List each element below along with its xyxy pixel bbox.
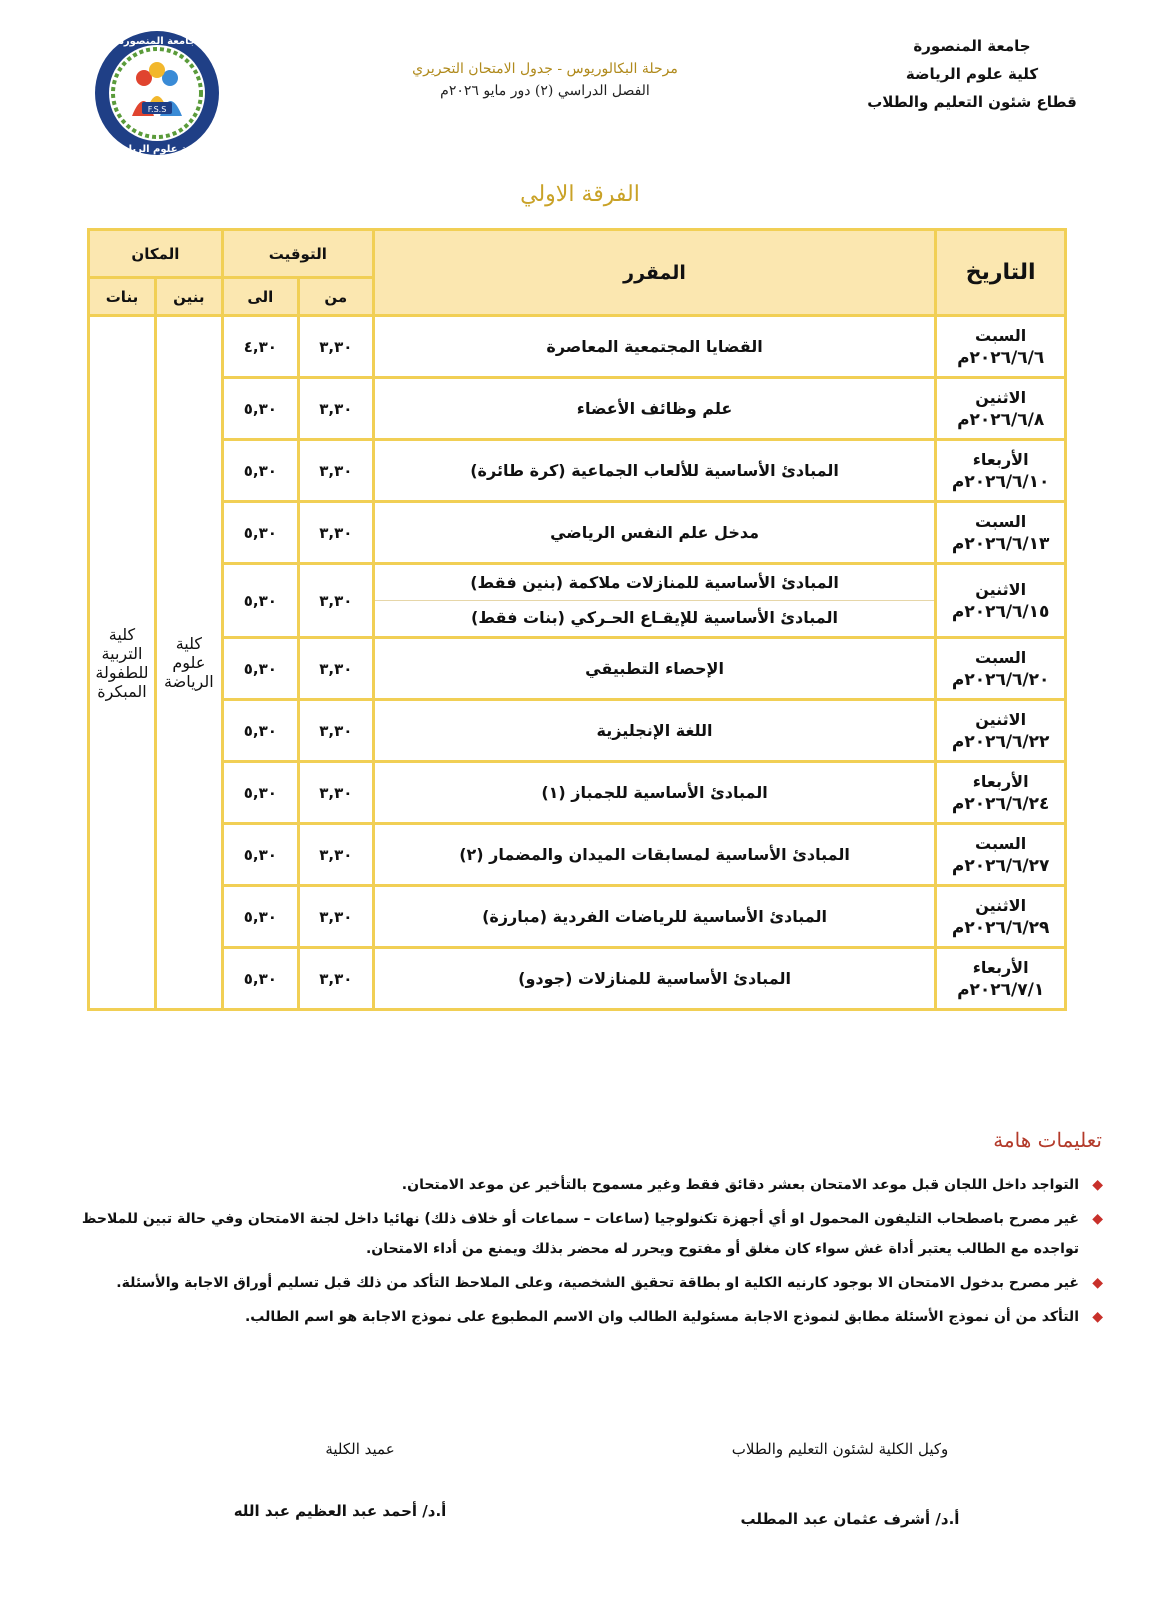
header-boys: بنين	[155, 278, 222, 316]
instruction-text: التواجد داخل اللجان قبل موعد الامتحان بعشر دقائق فقط وغير مسموح بالتأخير عن موعد الامتحان.	[401, 1177, 1079, 1193]
instruction-item	[52, 1204, 1107, 1264]
exam-schedule-table	[87, 228, 1067, 1011]
row-date: ٢٠٢٦/٦/٢٤م	[951, 793, 1050, 814]
dean-title: عميد الكلية	[325, 1440, 395, 1458]
row-time-from: ٣,٣٠	[298, 824, 373, 886]
header-exam-info	[390, 58, 700, 102]
row-date-cell	[936, 440, 1066, 502]
row-time-from: ٣,٣٠	[298, 700, 373, 762]
table-row	[89, 378, 1066, 440]
row-date-cell	[936, 886, 1066, 948]
row-course-cell	[373, 886, 935, 948]
table-row	[89, 886, 1066, 948]
year-title: الفرقة الاولي	[520, 182, 640, 207]
instruction-item	[52, 1170, 1107, 1200]
header-place: المكان	[89, 230, 223, 278]
svg-text:جامعة المنصورة: جامعة المنصورة	[117, 36, 197, 47]
header-girls: بنات	[89, 278, 156, 316]
row-time-to: ٥,٣٠	[222, 638, 298, 700]
dean-name: أ.د/ أحمد عبد العظيم عبد الله	[233, 1502, 447, 1520]
row-day: الاثنين	[975, 579, 1027, 599]
row-day: الأربعاء	[972, 449, 1029, 469]
row-day: الأربعاء	[972, 771, 1029, 791]
diamond-bullet-icon: ◆	[1092, 1309, 1103, 1325]
place-boys: كلية علوم الرياضة	[164, 634, 214, 691]
course-name: القضايا المجتمعية المعاصرة	[546, 336, 763, 356]
row-time-from: ٣,٣٠	[298, 502, 373, 564]
row-date: ٢٠٢٦/٦/١٠م	[951, 471, 1050, 492]
row-date: ٢٠٢٦/٦/١٥م	[951, 601, 1050, 622]
instructions-list	[52, 1170, 1107, 1336]
row-time-from: ٣,٣٠	[298, 440, 373, 502]
course-name: المبادئ الأساسية للمنازلات (جودو)	[518, 968, 791, 988]
row-day: الاثنين	[975, 709, 1027, 729]
row-time-to: ٥,٣٠	[222, 762, 298, 824]
course-name: المبادئ الأساسية للجمباز (١)	[541, 782, 768, 802]
logo-emblem-icon	[92, 28, 222, 158]
row-date-cell	[936, 502, 1066, 564]
table-row	[89, 700, 1066, 762]
row-day: السبت	[975, 647, 1027, 667]
course-name: المبادئ الأساسية للإيقـاع الحـركي (بنات فقط)	[375, 600, 934, 635]
row-day: السبت	[975, 325, 1027, 345]
row-date: ٢٠٢٦/٦/٦م	[957, 347, 1045, 368]
row-course-cell	[373, 638, 935, 700]
svg-text:F.S.S: F.S.S	[147, 105, 167, 114]
header-institution	[822, 32, 1122, 116]
row-time-to: ٥,٣٠	[222, 886, 298, 948]
row-time-to: ٥,٣٠	[222, 378, 298, 440]
row-course-cell	[373, 824, 935, 886]
faculty-logo	[92, 28, 222, 158]
row-time-to: ٥,٣٠	[222, 502, 298, 564]
row-date: ٢٠٢٦/٦/٢٠م	[951, 669, 1050, 690]
row-course-cell	[373, 948, 935, 1010]
row-time-from: ٣,٣٠	[298, 378, 373, 440]
course-name: علم وظائف الأعضاء	[576, 398, 733, 418]
row-date: ٢٠٢٦/٦/٢٧م	[951, 855, 1050, 876]
instruction-text: غير مصرح باصطحاب التليفون المحمول او أي أجهزة تكنولوجيا (ساعات – سماعات أو خلاف ذلك) نهائيا داخل لجنة الامتحان وفي حالة تبين للملاحظ تواجده مع الطالب يعتبر أداة غش سواء كان مغلق أو مفتوح ويحرر له محضر بذلك ويمنع من أداء الامتحان.	[81, 1211, 1079, 1257]
header-to: الى	[222, 278, 298, 316]
row-date: ٢٠٢٦/٦/٢٢م	[951, 731, 1050, 752]
place-boys-cell	[155, 316, 222, 1010]
row-time-from: ٣,٣٠	[298, 886, 373, 948]
course-name: المبادئ الأساسية للرياضات الفردية (مبارزة)	[482, 906, 827, 926]
row-course-cell	[373, 440, 935, 502]
header-course: المقرر	[373, 230, 935, 316]
row-date: ٢٠٢٦/٧/١م	[957, 979, 1045, 1000]
row-date-cell	[936, 762, 1066, 824]
row-time-from: ٣,٣٠	[298, 948, 373, 1010]
row-date-cell	[936, 700, 1066, 762]
svg-text:كلية علوم الرياضة: كلية علوم الرياضة	[112, 144, 202, 155]
instruction-text: غير مصرح بدخول الامتحان الا بوجود كارنيه الكلية او بطاقة تحقيق الشخصية، وعلى الملاحظ التأكد من ذلك قبل تسليم أوراق الاجابة والأسئلة.	[116, 1275, 1079, 1291]
row-time-from: ٣,٣٠	[298, 638, 373, 700]
university-name: جامعة المنصورة	[913, 37, 1031, 55]
row-course-cell	[373, 564, 935, 638]
row-time-to: ٥,٣٠	[222, 824, 298, 886]
course-name: الإحصاء التطبيقي	[585, 658, 724, 678]
row-time-to: ٥,٣٠	[222, 564, 298, 638]
table-row	[89, 824, 1066, 886]
sector-name: قطاع شئون التعليم والطلاب	[867, 93, 1077, 111]
course-name: المبادئ الأساسية للألعاب الجماعية (كرة طائرة)	[470, 460, 839, 480]
course-name: المبادئ الأساسية لمسابقات الميدان والمضمار (٢)	[459, 844, 850, 864]
row-date: ٢٠٢٦/٦/١٣م	[951, 533, 1050, 554]
schedule-body	[89, 316, 1066, 1010]
row-day: الأربعاء	[972, 957, 1029, 977]
header-date: التاريخ	[936, 230, 1066, 316]
instructions-title: تعليمات هامة	[993, 1128, 1102, 1152]
row-time-to: ٥,٣٠	[222, 700, 298, 762]
row-date-cell	[936, 316, 1066, 378]
row-date-cell	[936, 378, 1066, 440]
row-course-cell	[373, 700, 935, 762]
row-date-cell	[936, 564, 1066, 638]
table-row	[89, 440, 1066, 502]
stage-line: مرحلة البكالوريوس - جدول الامتحان التحريري	[412, 61, 678, 77]
table-row	[89, 638, 1066, 700]
row-day: السبت	[975, 511, 1027, 531]
row-time-from: ٣,٣٠	[298, 762, 373, 824]
row-time-to: ٥,٣٠	[222, 948, 298, 1010]
table-row	[89, 762, 1066, 824]
row-time-to: ٤,٣٠	[222, 316, 298, 378]
row-date-cell	[936, 638, 1066, 700]
instruction-item	[52, 1268, 1107, 1298]
row-date-cell	[936, 824, 1066, 886]
row-day: الاثنين	[975, 895, 1027, 915]
row-time-from: ٣,٣٠	[298, 564, 373, 638]
row-time-to: ٥,٣٠	[222, 440, 298, 502]
term-line: الفصل الدراسي (٢) دور مايو ٢٠٢٦م	[440, 83, 650, 99]
instruction-text: التأكد من أن نموذج الأسئلة مطابق لنموذج الاجابة مسئولية الطالب وان الاسم المطبوع على نموذج الاجابة هو اسم الطالب.	[244, 1309, 1079, 1325]
diamond-bullet-icon: ◆	[1092, 1275, 1103, 1291]
header-timing: التوقيت	[222, 230, 373, 278]
instruction-item	[52, 1302, 1107, 1332]
vice-dean-title: وكيل الكلية لشئون التعليم والطلاب	[731, 1440, 949, 1458]
diamond-bullet-icon: ◆	[1092, 1177, 1103, 1193]
row-date: ٢٠٢٦/٦/٨م	[957, 409, 1045, 430]
course-name: المبادئ الأساسية للمنازلات ملاكمة (بنين فقط)	[470, 573, 839, 592]
course-name: مدخل علم النفس الرياضي	[550, 522, 760, 542]
table-row	[89, 502, 1066, 564]
table-row	[89, 564, 1066, 638]
table-row	[89, 316, 1066, 378]
vice-dean-name: أ.د/ أشرف عثمان عبد المطلب	[740, 1510, 960, 1528]
row-course-cell	[373, 502, 935, 564]
row-course-cell	[373, 762, 935, 824]
place-girls-cell	[89, 316, 156, 1010]
faculty-name: كلية علوم الرياضة	[905, 65, 1039, 83]
row-date-cell	[936, 948, 1066, 1010]
row-course-cell	[373, 316, 935, 378]
row-time-from: ٣,٣٠	[298, 316, 373, 378]
row-day: السبت	[975, 833, 1027, 853]
place-girls: كلية التربية للطفولة المبكرة	[95, 624, 149, 701]
row-day: الاثنين	[975, 387, 1027, 407]
diamond-bullet-icon: ◆	[1092, 1211, 1103, 1227]
table-row	[89, 948, 1066, 1010]
row-course-cell	[373, 378, 935, 440]
header-from: من	[298, 278, 373, 316]
course-name: اللغة الإنجليزية	[596, 720, 713, 740]
row-date: ٢٠٢٦/٦/٢٩م	[951, 917, 1050, 938]
